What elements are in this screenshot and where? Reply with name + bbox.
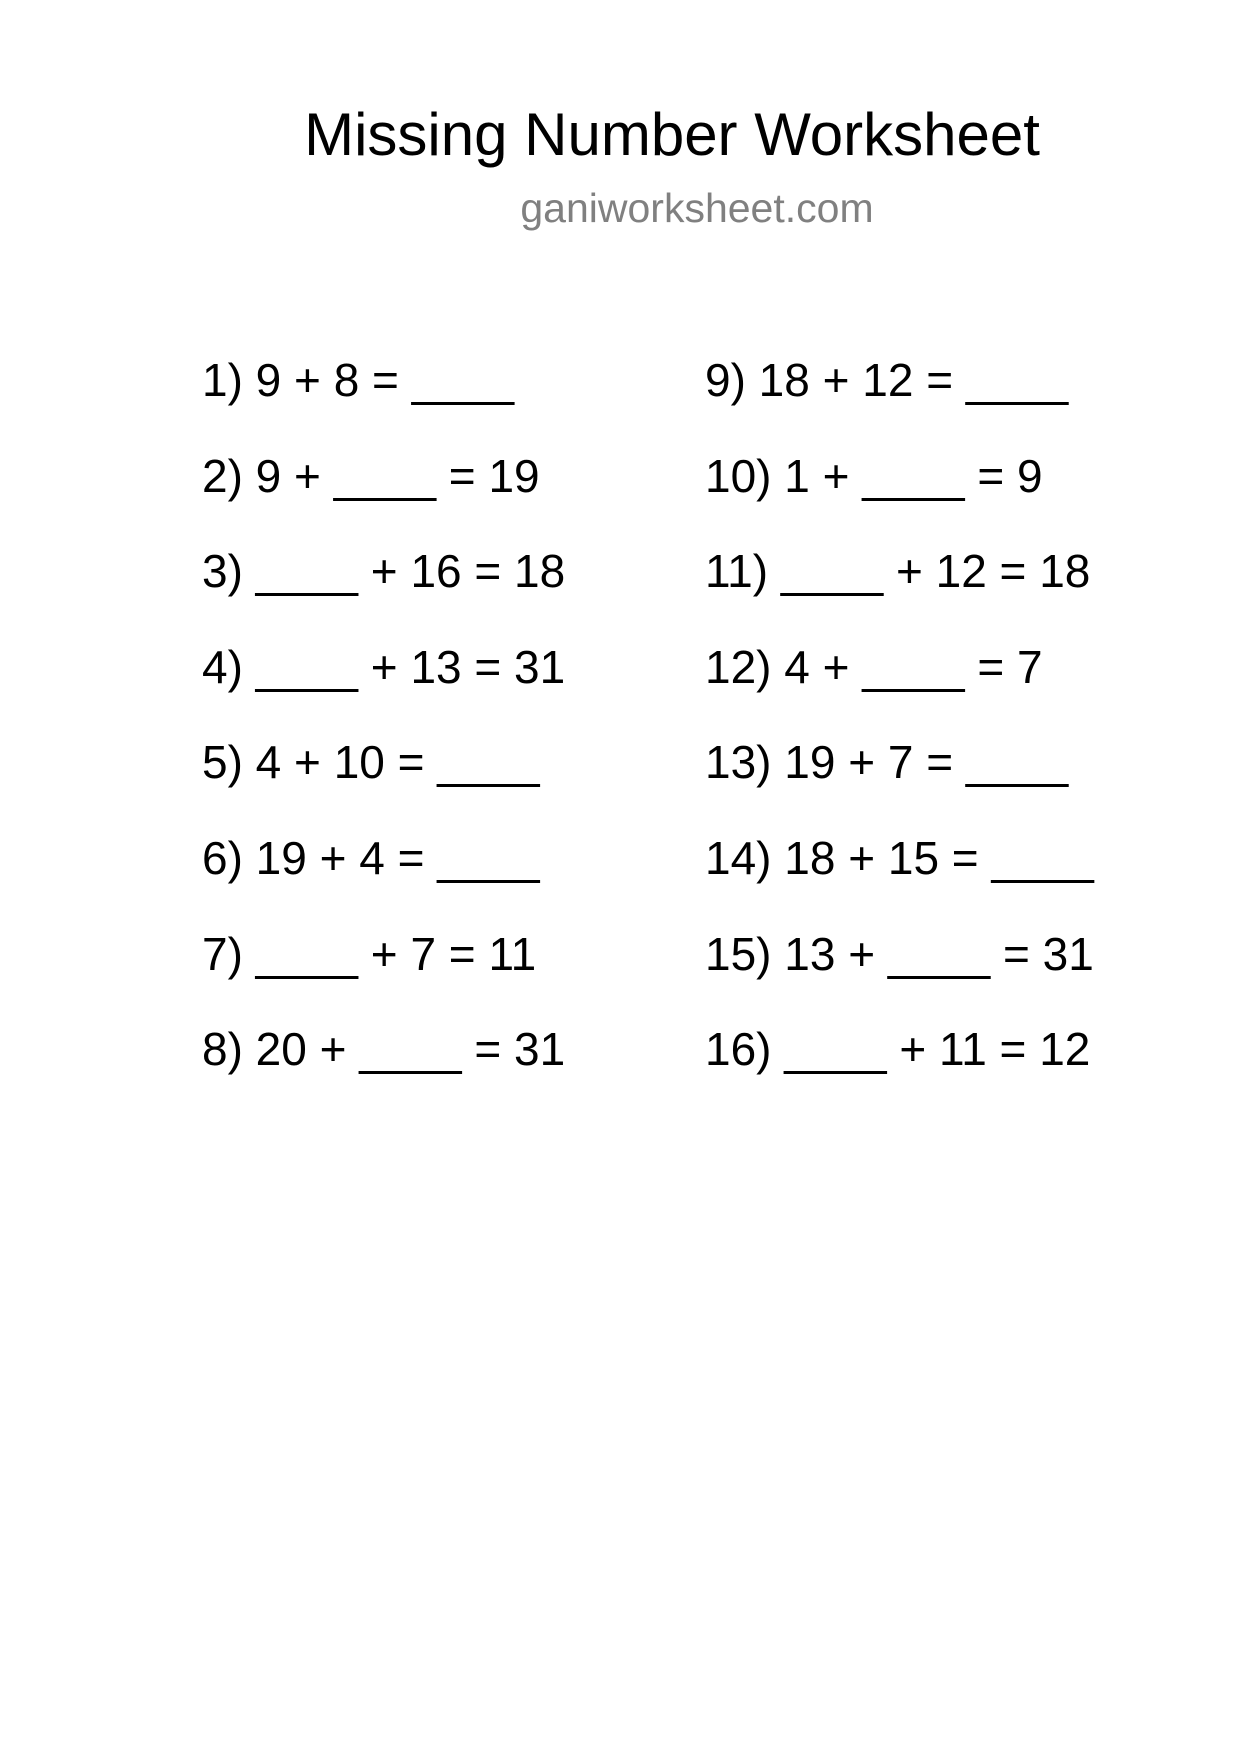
problem-item: 9) 18 + 12 = ____	[705, 354, 1069, 406]
worksheet-title: Missing Number Worksheet	[304, 101, 1040, 168]
problem-item: 2) 9 + ____ = 19	[202, 449, 540, 502]
problem-item: 13) 19 + 7 = ____	[705, 736, 1069, 789]
problem-item: 4) ____ + 13 = 31	[202, 640, 566, 693]
problem-item: 12) 4 + ____ = 7	[705, 640, 1043, 693]
problem-item: 10) 1 + ____ = 9	[705, 449, 1043, 502]
website-subtitle: ganiworksheet.com	[520, 185, 874, 231]
problem-column-left	[202, 352, 565, 1117]
problem-item: 6) 19 + 4 = ____	[202, 831, 540, 884]
problem-item: 15) 13 + ____ = 31	[705, 927, 1094, 980]
problem-item: 16) ____ + 11 = 12	[705, 1023, 1091, 1076]
problem-item: 11) ____ + 12 = 18	[705, 545, 1091, 598]
problem-item: 8) 20 + ____ = 31	[202, 1023, 566, 1076]
problem-item: 5) 4 + 10 = ____	[202, 736, 540, 789]
problem-item: 3) ____ + 16 = 18	[202, 545, 566, 598]
problem-item: 14) 18 + 15 = ____	[705, 831, 1094, 884]
problem-column-right	[705, 352, 1094, 1117]
problem-item: 7) ____ + 7 = 11	[202, 927, 537, 980]
problem-item: 1) 9 + 8 = ____	[202, 354, 515, 406]
